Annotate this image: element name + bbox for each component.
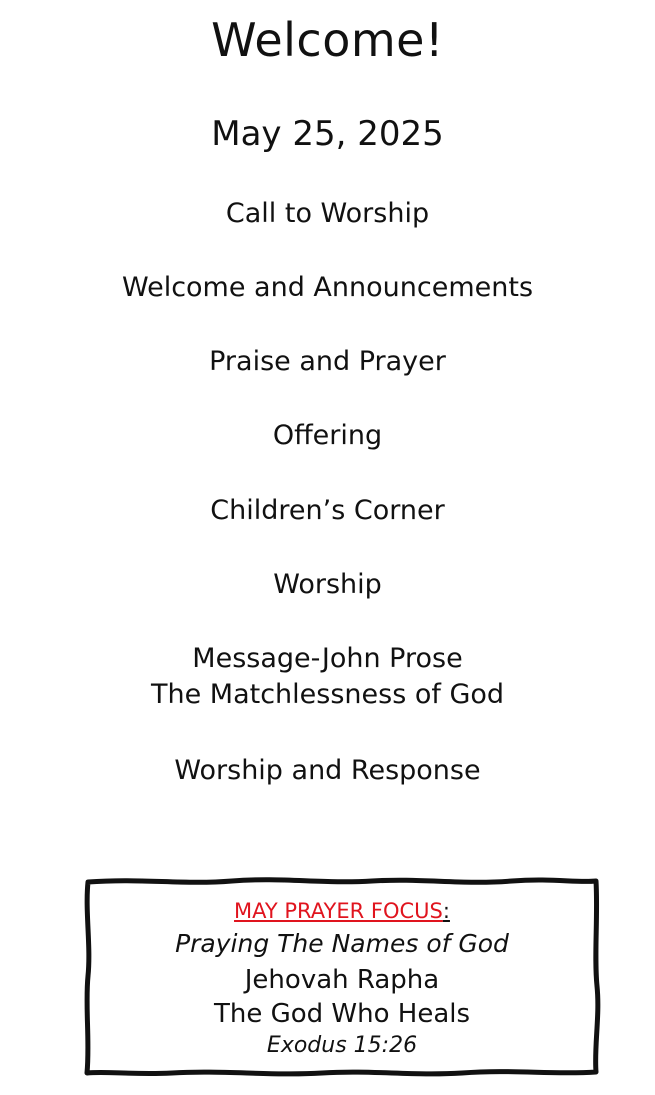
service-item-welcome-announcements: Welcome and Announcements: [121, 272, 534, 303]
message-title: The Matchlessness of God: [150, 679, 505, 710]
service-date: May 25, 2025: [211, 114, 444, 154]
service-item-message: [0, 641, 655, 713]
prayer-focus-subtitle: Praying The Names of God: [175, 929, 509, 958]
service-item-worship: Worship: [273, 569, 382, 600]
prayer-focus-meaning: The God Who Heals: [213, 999, 471, 1029]
message-speaker: Message-John Prose: [192, 643, 463, 674]
prayer-focus-name: Jehovah Rapha: [244, 965, 440, 995]
service-item-praise-prayer: Praise and Prayer: [209, 346, 446, 377]
prayer-focus-heading: [82, 898, 602, 924]
page-title: Welcome!: [211, 13, 444, 67]
prayer-focus-heading-text: MAY PRAYER FOCUS: [234, 899, 443, 923]
prayer-focus-box: [82, 876, 602, 1078]
service-item-call-to-worship: Call to Worship: [225, 198, 430, 229]
service-item-childrens-corner: Children’s Corner: [210, 495, 445, 526]
prayer-focus-heading-colon: :: [442, 899, 450, 923]
service-item-offering: Offering: [272, 420, 383, 451]
prayer-focus-reference: Exodus 15:26: [266, 1033, 418, 1058]
service-item-worship-response: Worship and Response: [174, 755, 481, 786]
